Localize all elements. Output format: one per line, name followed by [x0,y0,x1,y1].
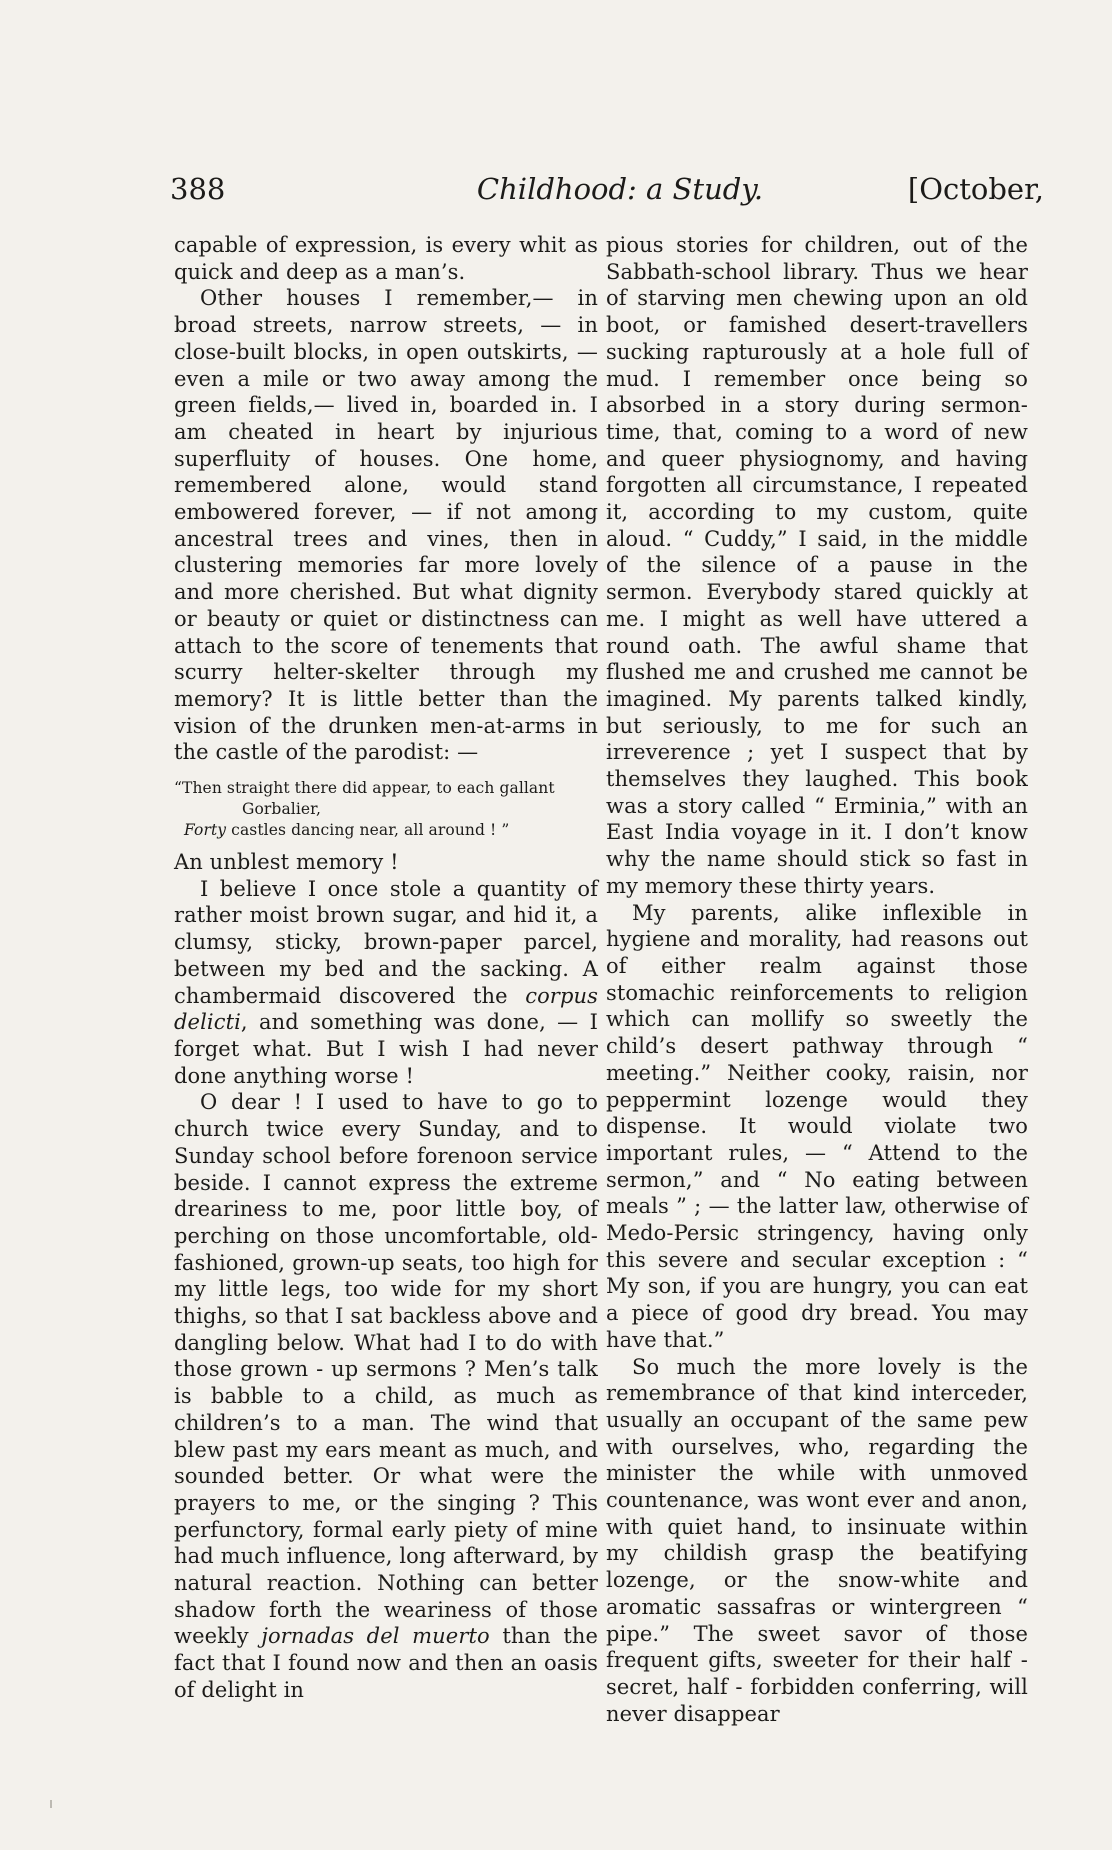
verse-quotation [174,778,598,841]
left-column [174,232,598,1704]
paragraph-interceder: So much the more lovely is the remembrance of that kind interceder, usually an occupant of the same pew with ourselves, who, regarding the minister the while with unmoved countenance, was wont ever and anon, with quiet hand, to insinuate within my childish grasp the beatifying lozenge, or the snow-white and aromatic sassafras or wintergreen “ pipe.” The sweet savor of those frequent gifts, sweeter for their half - secret, half - forbidden conferring, will never disappear [606,1354,1028,1726]
paragraph-church [174,1089,598,1703]
italic-phrase: jornadas del muerto [261,1624,490,1649]
running-title: Childhood: a Study. [476,172,764,206]
paragraph-sugar [174,876,598,1090]
paragraph-pious-stories: pious stories for children, out of the Sabbath-school library. Thus we hear of starving men chewing upon an old boot, or famished desert-travellers sucking rapturously at a hole full of mud. I remember once being so absorbed in a story during sermon-time, that, coming to a word of new and queer physiognomy, and having forgotten all circumstance, I repeated it, according to my custom, quite aloud. “ Cuddy,” I said, in the middle of the silence of a pause in the sermon. Everybody stared quickly at me. I might as well have uttered a round oath. The awful shame that flushed me and crushed me cannot be imagined. My parents talked kindly, but seriously, to me for such an irreverence ; yet I suspect that by themselves they laughed. This book was a story called “ Erminia,” with an East India voyage in it. I don’t know why the name should stick so fast in my memory these thirty years. [606,233,1028,898]
running-header [170,172,1044,212]
italic-phrase: corpus delicti [174,983,598,1035]
paragraph-parents: My parents, alike inflexible in hygiene and morality, had reasons out of either realm against those stomachic reinforcements to religion which can mollify so sweetly the child’s desert pathway through “ meeting.” Neither cooky, raisin, nor peppermint lozenge would they dispense. It would violate two important rules, — “ Attend to the sermon,” and “ No eating between meals ” ; — the latter law, otherwise of Medo-Persic stringency, having only this severe and secular exception : “ My son, if you are hungry, you can eat a piece of good dry bread. You may have that.” [606,900,1028,1352]
text-run: , and something was done, — I forget what. But I wish I had never done anything worse ! [174,1010,598,1088]
paragraph-houses: Other houses I remember,— in broad streets, narrow streets, — in close-built blocks, in open outskirts, — even a mile or two away among the green fields,— lived in, boarded in. I am cheated in heart by injurious superfluity of houses. One home, remembered alone, would stand embowered forever, — if not among ancestral trees and vines, then in clustering memories far more lovely and more cherished. But what dignity or beauty or quiet or distinctness can attach to the score of tenements that scurry helter-skelter through my memory? It is little better than the vision of the drunken men-at-arms in the castle of the parodist: — [174,286,598,765]
text-run: O dear ! I used to have to go to church twice every Sunday, and to Sunday school before forenoon service beside. I cannot express the extreme dreariness to me, poor little boy, of perching on those uncomfortable, old-fashioned, grown-up seats, too high for my little legs, too wide for my short thighs, so that I sat backless above and dangling below. What had I to do with those grown - up sermons ? Men’s talk is babble to a child, as much as children’s to a man. The wind that blew past my ears meant as much, and sounded better. Or what were the prayers to me, or the singing ? This perfunctory, formal early piety of mine had much influence, long afterward, by natural reaction. Nothing can better shadow forth the weariness of those weekly [174,1090,598,1649]
quote-line: Gorbalier, [242,800,322,819]
paragraph-unblest-memory: An unblest memory ! [174,850,399,875]
quote-line [174,820,598,841]
text-run: than the fact that I found now and then an oasis of delight in [174,1624,599,1702]
paragraph-continuation: capable of expression, is every whit as quick and deep as a man’s. [174,233,598,284]
right-column [606,232,1028,1727]
quote-emphasis: Forty [184,821,227,840]
quote-line-rest: castles dancing near, all around ! ” [226,821,510,840]
text-run: I believe I once stole a quantity of rather moist brown sugar, and hid it, a clumsy, sticky, brown-paper parcel, between my bed and the sacking. A chambermaid discovered the [174,876,598,1008]
quote-line: “Then straight there did appear, to each gallant [174,779,555,798]
page-number: 388 [170,172,226,206]
running-month: [October, [907,172,1044,206]
margin-mark [50,1800,52,1808]
